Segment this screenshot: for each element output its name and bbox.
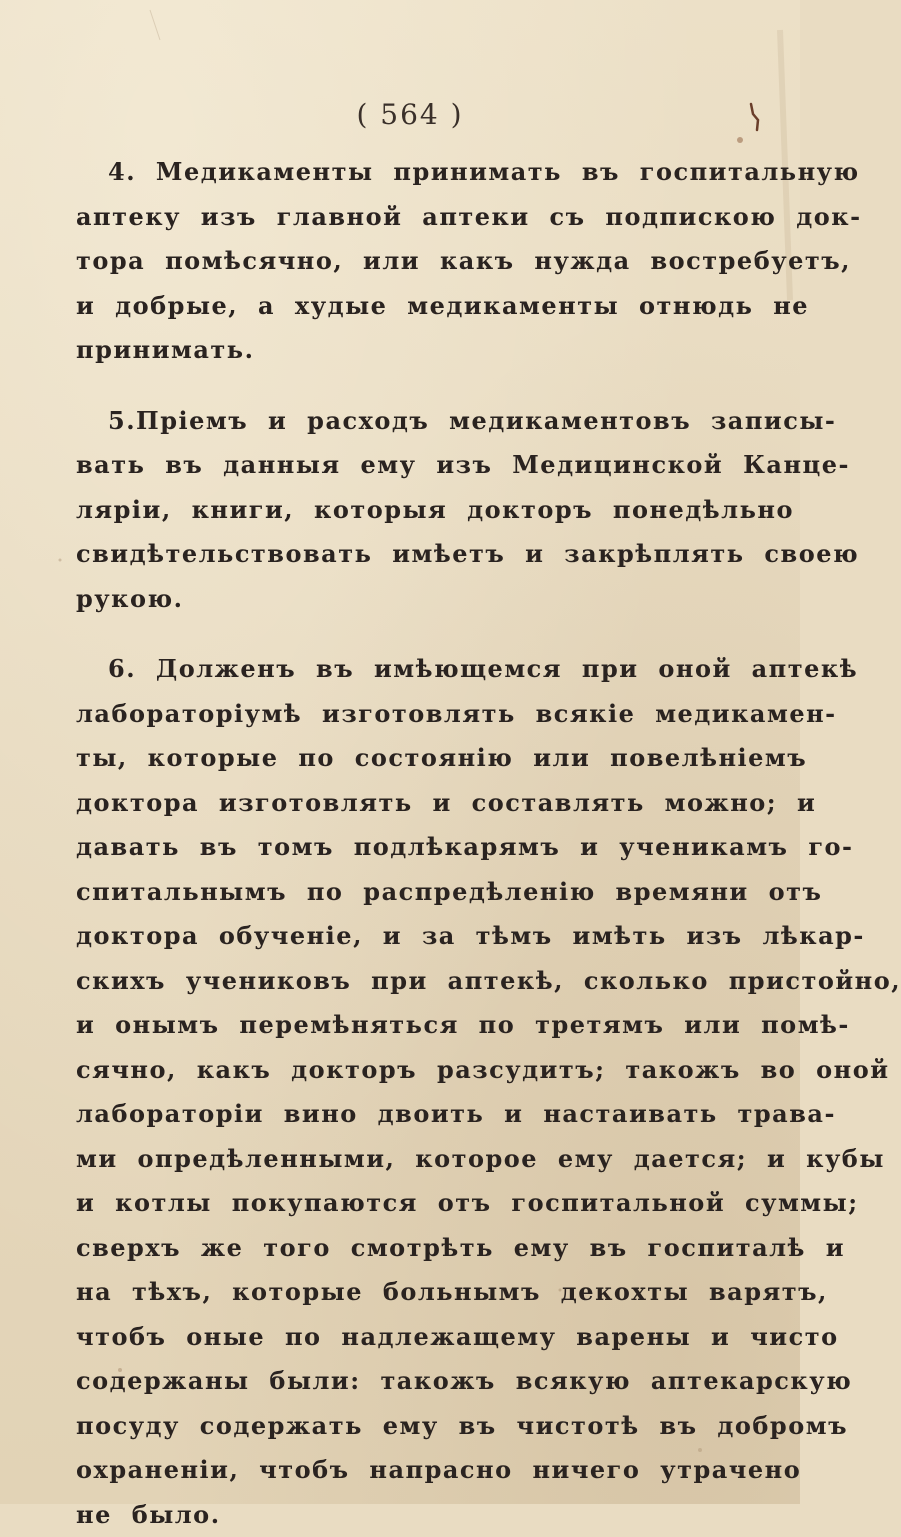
text-line: ми опредѣленными, которое ему дается; и кубы: [76, 1137, 776, 1182]
text-line: содержаны были: такожъ всякую аптекарскую: [76, 1359, 776, 1404]
text-line: принимать.: [76, 328, 776, 373]
text-line: 5.Пріемъ и расходъ медикаментовъ записы-: [76, 399, 776, 444]
text-line: на тѣхъ, которые больнымъ декохты варятъ,: [76, 1270, 776, 1315]
text-line: давать въ томъ подлѣкарямъ и ученикамъ го-: [76, 825, 776, 870]
text-line: спитальнымъ по распредѣленію времяни отъ: [76, 870, 776, 915]
text-line: чтобъ оные по надлежащему варены и чисто: [76, 1315, 776, 1360]
text-line: скихъ учениковъ при аптекѣ, сколько пристойно,: [76, 959, 776, 1004]
text-line: доктора изготовлять и составлять можно; и: [76, 781, 776, 826]
text-line: лабораторіи вино двоить и настаивать трава-: [76, 1092, 776, 1137]
page-number: ( 564 ): [330, 98, 490, 131]
text-line: 6. Долженъ въ имѣющемся при оной аптекѣ: [76, 647, 776, 692]
paragraph-gap: [76, 373, 776, 399]
text-line: лабораторіумѣ изготовлять всякіе медикамен-: [76, 692, 776, 737]
text-line: и добрые, а худые медикаменты отнюдь не: [76, 284, 776, 329]
text-line: аптеку изъ главной аптеки съ подпискою док-: [76, 195, 776, 240]
text-line: не было.: [76, 1493, 776, 1537]
text-line: вать въ данныя ему изъ Медицинской Канце-: [76, 443, 776, 488]
text-line: посуду содержать ему въ чистотѣ въ добромъ: [76, 1404, 776, 1449]
text-line: ляріи, книги, которыя докторъ понедѣльно: [76, 488, 776, 533]
body-text: [76, 150, 776, 1537]
text-line: ты, которые по состоянію или повелѣніемъ: [76, 736, 776, 781]
text-line: 4. Медикаменты принимать въ госпитальную: [76, 150, 776, 195]
text-line: сверхъ же того смотрѣть ему въ госпиталѣ и: [76, 1226, 776, 1271]
paragraph-4: [76, 150, 776, 373]
text-line: тора помѣсячно, или какъ нужда востребуетъ,: [76, 239, 776, 284]
ink-mark-icon: [748, 102, 762, 132]
text-line: сячно, какъ докторъ разсудитъ; такожъ во оной: [76, 1048, 776, 1093]
paragraph-6: [76, 647, 776, 1537]
paragraph-5: [76, 399, 776, 622]
text-line: свидѣтельствовать имѣетъ и закрѣплять своею: [76, 532, 776, 577]
text-line: рукою.: [76, 577, 776, 622]
text-line: охраненіи, чтобъ напрасно ничего утрачено: [76, 1448, 776, 1493]
paragraph-gap: [76, 621, 776, 647]
text-line: и котлы покупаются отъ госпитальной суммы;: [76, 1181, 776, 1226]
text-line: доктора обученіе, и за тѣмъ имѣть изъ лѣкар-: [76, 914, 776, 959]
text-line: и онымъ перемѣняться по третямъ или помѣ-: [76, 1003, 776, 1048]
